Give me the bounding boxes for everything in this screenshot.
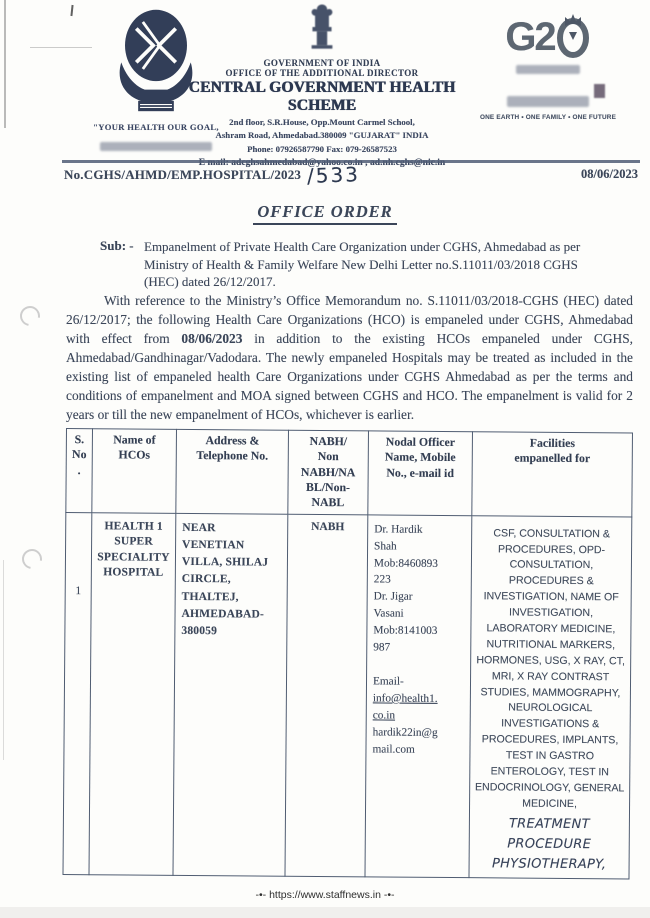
facilities-list: CSF, CONSULTATION & PROCEDURES, OPD-CONSULTATION, PROCEDURES & INVESTIGATION, NAME OF INVESTIGATION, LABORATORY MEDICINE, NUTRITIONAL MARKERS, HORMONES, USG, X RAY, CT, MRI, X RAY CONTRAST STUDIES, MAMMOGRAPHY, NEUROLOGICAL INVESTIGATIONS & PROCEDURES, IMPLANTS, TEST IN GASTRO ENTEROLOGY, TEST IN ENDOCRINOLOGY, GENERAL MEDICINE, (474, 527, 625, 810)
nodal-email-1: info@health1. co.in (372, 692, 438, 722)
cell-facilities (469, 515, 632, 879)
table-header-row (66, 429, 633, 517)
body-text-2: in addition to the existing HCOs empaneled under CGHS, Ahmedabad/Gandhinagar/Vadodara. The newly empaneled Hospitals may be treated as included in the existing list of empaneled health Care Organizations under CGHS Ahmedabad as per the terms and conditions of empanelment and MOA signed between CGHS and HCO. The empanelment is valid for 2 years or till the new empanelment of HCOs, whichever is earlier. (66, 331, 633, 423)
subject-label: Sub: - (100, 238, 134, 253)
cell-nodal-officer (365, 515, 472, 878)
government-line: GOVERNMENT OF INDIA (263, 58, 381, 68)
g20-logo-block (468, 12, 628, 121)
order-date: 08/06/2023 (581, 167, 638, 181)
cghs-motto-english: "YOUR HEALTH OUR GOAL, (93, 122, 219, 132)
cell-accreditation: NABH (285, 514, 368, 877)
cell-address: NEAR VENETIAN VILLA, SHILAJ CIRCLE, THALTEJ, AHMEDABAD- 380059 (173, 513, 288, 876)
punch-hole (16, 302, 44, 330)
effective-date: 08/06/2023 (181, 331, 243, 347)
header-sno: S. No . (66, 429, 93, 513)
punch-hole (18, 545, 46, 573)
facilities-handwritten-addition: TREATMENT PROCEDURE PHYSIOTHERAPY, (491, 816, 607, 873)
nodal-officer-details: Dr. Hardik Shah Mob:8460893 223 Dr. Jigar Vasani Mob:8141003 987 Email- (372, 523, 439, 688)
vasudhaiva-kutumbakam-blurred (507, 96, 589, 107)
subject-text: Empanelment of Private Health Care Organization under CGHS, Ahmedabad as per Ministry of Health & Family Welfare New Delhi Letter no.S.11011/03/2018 CGHS (HEC) dated 26/12/2017. (144, 239, 581, 290)
reference-row (64, 162, 638, 188)
nodal-email-2: hardik22in@g mail.com (372, 726, 438, 756)
ashoka-emblem-icon (309, 39, 335, 56)
organization-name: CENTRAL GOVERNMENT HEALTH SCHEME (188, 79, 456, 114)
reference-number: No.CGHS/AHMD/EMP.HOSPITAL/2023 (64, 167, 302, 182)
document-title: OFFICE ORDER (253, 202, 396, 225)
header-facilities: Facilities empanelled for (472, 432, 633, 517)
office-line: OFFICE OF THE ADDITIONAL DIRECTOR (225, 68, 419, 78)
page-edge-line (4, 0, 6, 128)
source-watermark: -•- https://www.staffnews.in -•- (255, 889, 395, 901)
header-name: Name of HCOs (92, 429, 177, 513)
empanelled-hco-table (62, 428, 632, 880)
page-edge-line-bottom (3, 560, 4, 760)
cell-sno: 1 (63, 512, 92, 875)
cell-hco-name: HEALTH 1 SUPER SPECIALITY HOSPITAL (89, 512, 176, 875)
address-line-2: Ashram Road, Ahmedabad.380009 "GUJARAT" INDIA (215, 129, 429, 140)
body-text-1: With reference to the Ministry’s Office Memorandum no. S.11011/03/2018-CGHS (HEC) dated 26/12/2017; the following Health Care Organizations (HCO) is empaneled under CGHS, Ahmedabad with effect from (66, 293, 633, 347)
g20-logo-text: G2 (505, 15, 555, 59)
g20-lotus-zero-icon (555, 12, 591, 63)
address-line-1: 2nd floor, S.R.House, Opp.Mount Carmel School, (229, 117, 415, 127)
g20-tagline: ONE EARTH • ONE FAMILY • ONE FUTURE (479, 114, 617, 121)
letterhead-center (172, 2, 472, 168)
body-paragraph (66, 291, 633, 424)
scan-bottom-strip (0, 907, 650, 918)
header-accreditation: NABH/ Non NABH/NA BL/Non- NABL (288, 430, 369, 514)
bharat-2023-india-blurred (516, 65, 580, 74)
table-row (63, 512, 632, 879)
header-nodal-officer: Nodal Officer Name, Mobile No., e-mail id (368, 431, 473, 515)
header-address: Address & Telephone No. (176, 429, 289, 514)
subject-block (100, 238, 612, 291)
phone-fax-line: Phone: 07926587790 Fax: 079-26587523 (247, 143, 397, 154)
handwritten-serial-number: /533 (306, 162, 361, 188)
